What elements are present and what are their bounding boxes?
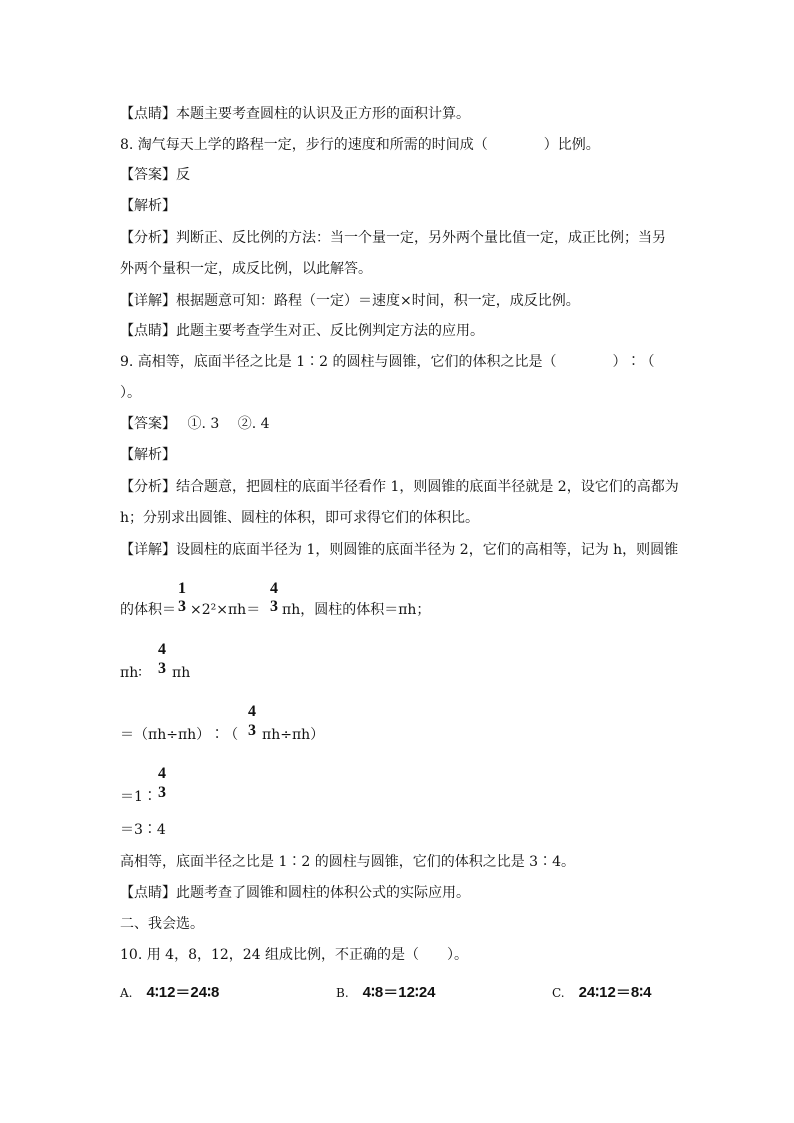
formula-text-a: 的体积＝ <box>120 602 176 618</box>
step-text: ＝1∶ <box>120 789 157 805</box>
note-line: 【点睛】本题主要考查圆柱的认识及正方形的面积计算。 <box>120 106 470 122</box>
formula-text-b: ×2²×πh＝ <box>190 602 261 618</box>
option-expression: 4∶8＝12∶24 <box>362 984 436 1001</box>
question-9-cont: ）。 <box>120 385 141 401</box>
option-expression: 24∶12＝8∶4 <box>578 984 652 1001</box>
note-line-3: 【点睛】此题考查了圆锥和圆柱的体积公式的实际应用。 <box>120 885 470 901</box>
analysis-heading-2: 【解析】 <box>120 447 176 463</box>
answer-line-2: 【答案】 ①. 3 ②. 4 <box>120 416 270 432</box>
analysis-heading: 【解析】 <box>120 198 176 214</box>
ratio-text-a: πh∶ <box>120 665 142 681</box>
fraction-denominator: 3 <box>178 598 186 615</box>
question-10: 10. 用 4，8，12，24 组成比例，不正确的是（ ）。 <box>120 947 469 963</box>
result-line: ＝3∶4 <box>120 822 166 838</box>
conclusion-line: 高相等，底面半径之比是 1∶2 的圆柱与圆锥，它们的体积之比是 3∶4。 <box>120 854 575 870</box>
option-a[interactable] <box>120 984 219 1002</box>
fraction-numerator: 1 <box>178 580 186 597</box>
division-text-b: πh÷πh） <box>262 727 325 743</box>
analysis-line-2-cont: h；分别求出圆锥、圆柱的体积，即可求得它们的体积比。 <box>120 510 480 526</box>
formula-text-c: πh，圆柱的体积＝πh； <box>282 602 431 618</box>
division-text-a: ＝（πh÷πh）∶（ <box>120 727 239 743</box>
option-b[interactable] <box>336 984 436 1002</box>
note-line-2: 【点睛】此题主要考查学生对正、反比例判定方法的应用。 <box>120 323 484 339</box>
fraction-denominator: 3 <box>248 722 256 739</box>
fraction-numerator: 4 <box>158 765 166 782</box>
option-letter: B. <box>336 986 349 1000</box>
analysis-line-2: 【分析】结合题意，把圆柱的底面半径看作 1，则圆锥的底面半径就是 2，设它们的高都为 <box>120 479 679 495</box>
question-8: 8. 淘气每天上学的路程一定，步行的速度和所需的时间成（ ）比例。 <box>120 137 600 153</box>
ratio-text-b: πh <box>172 665 191 681</box>
analysis-line: 【分析】判断正、反比例的方法：当一个量一定，另外两个量比值一定，成正比例；当另 <box>120 230 666 246</box>
fraction-numerator: 4 <box>270 580 278 597</box>
detail-line: 【详解】根据题意可知：路程（一定）＝速度×时间，积一定，成反比例。 <box>120 293 580 309</box>
detail-line-2: 【详解】设圆柱的底面半径为 1，则圆锥的底面半径为 2，它们的高相等，记为 h，则圆锥 <box>120 542 679 558</box>
fraction-denominator: 3 <box>270 598 278 615</box>
fraction-denominator: 3 <box>158 660 166 677</box>
fraction-denominator: 3 <box>158 784 166 801</box>
section-heading: 二、我会选。 <box>120 916 204 932</box>
option-expression: 4∶12＝24∶8 <box>146 984 220 1001</box>
option-c[interactable] <box>552 984 651 1002</box>
fraction-numerator: 4 <box>248 703 256 720</box>
fraction-numerator: 4 <box>158 641 166 658</box>
option-letter: A. <box>120 986 133 1000</box>
answer-line: 【答案】反 <box>120 167 190 183</box>
question-9: 9. 高相等，底面半径之比是 1∶2 的圆柱与圆锥，它们的体积之比是（ ）∶（ <box>120 354 655 370</box>
option-letter: C. <box>552 986 565 1000</box>
analysis-line-cont: 外两个量积一定，成反比例，以此解答。 <box>120 261 372 277</box>
